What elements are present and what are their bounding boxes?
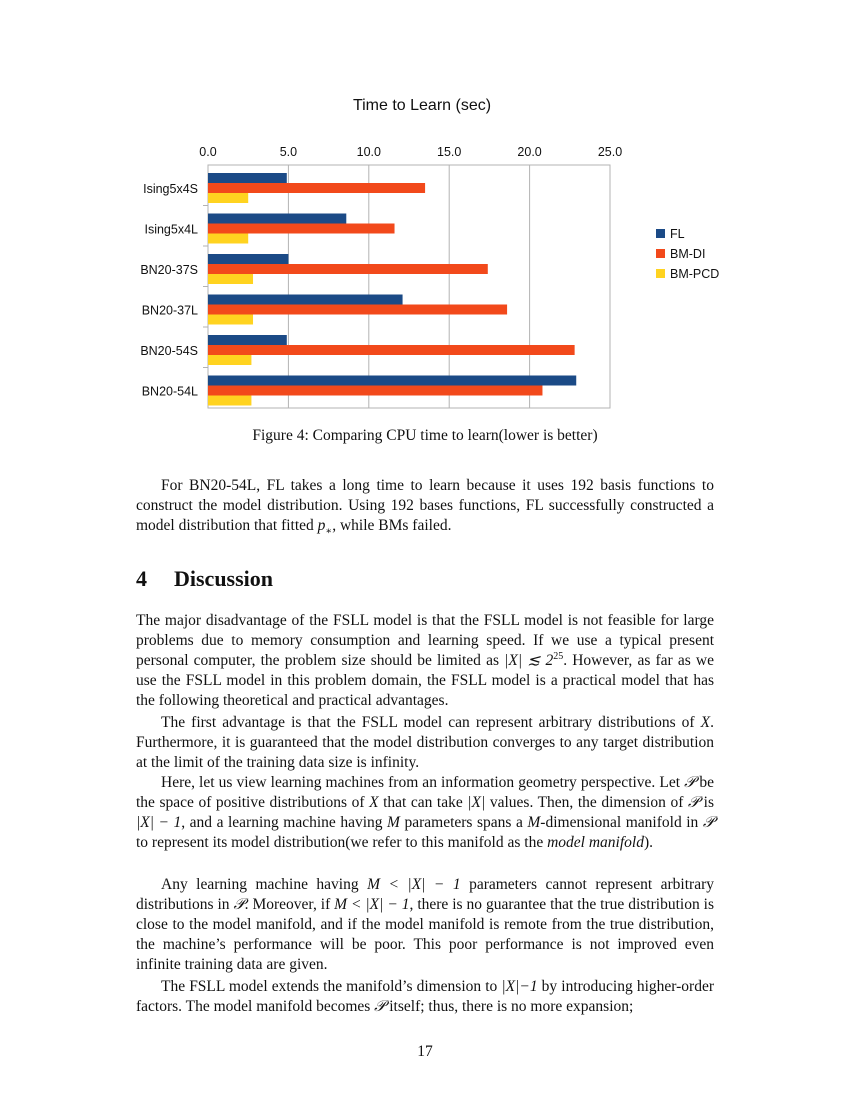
section-title: Discussion [174, 566, 274, 591]
legend-label: BM-PCD [670, 267, 720, 281]
category-label: Ising5x4S [143, 182, 198, 196]
section-heading [136, 566, 273, 592]
x-tick-label: 0.0 [199, 145, 217, 159]
category-label: Ising5x4L [144, 222, 198, 237]
bar-bm-pcd [208, 274, 253, 284]
bar-fl [208, 254, 288, 264]
bar-fl [208, 214, 346, 224]
category-label: BN20-37S [140, 263, 198, 277]
bar-fl [208, 335, 287, 345]
bar-bm-pcd [208, 355, 251, 365]
bar-bm-di [208, 305, 507, 315]
bar-fl [208, 295, 403, 305]
legend-label: BM-DI [670, 247, 706, 261]
discussion-paragraph-5: The FSLL model extends the manifold’s dimension to |X|−1 by introducing higher-order factors. The model manifold becomes 𝒫 itself; thus, there is no more expansion; [136, 978, 714, 1015]
x-tick-label: 15.0 [437, 145, 462, 159]
page-number: 17 [417, 1043, 433, 1060]
category-label: BN20-54S [140, 344, 198, 358]
x-tick-label: 10.0 [356, 145, 381, 159]
x-tick-label: 5.0 [279, 145, 298, 159]
plot-frame [208, 165, 610, 408]
figure-caption: Figure 4: Comparing CPU time to learn(lower is better) [252, 427, 598, 444]
bar-fl [208, 376, 576, 386]
chart-title: Time to Learn (sec) [352, 97, 492, 114]
legend-swatch [656, 249, 665, 258]
discussion-paragraph-3: Here, let us view learning machines from an information geometry perspective. Let 𝒫 be the space of positive distributions of X that can take |X| values. Then, the dimension of 𝒫 is |X| − 1, and a learning machine having M parameters spans a M-dimensional manifold in 𝒫 to represent its model distribution(we refer to this manifold as the model manifold). [136, 774, 715, 851]
discussion-paragraph-1: The major disadvantage of the FSLL model is that the FSLL model is not feasible for large problems due to memory consumption and learning speed. If we use a typical present personal computer, the problem size should be limited as |X| ≲ $2^{25}$. However, as far as we use the FSLL model in this problem domain, the FSLL model is a practical model that has the following theoretical and practical advantages. [136, 612, 715, 709]
bar-bm-di [208, 386, 542, 396]
bar-bm-di [208, 345, 575, 355]
legend-swatch [656, 269, 665, 278]
section-number: 4 [136, 566, 147, 591]
x-tick-label: 20.0 [517, 145, 542, 159]
bar-bm-di [208, 264, 488, 274]
bar-fl [208, 173, 287, 183]
bar-bm-di [208, 224, 395, 234]
category-label: BN20-54L [141, 384, 198, 399]
discussion-paragraph-2: The first advantage is that the FSLL model can represent arbitrary distributions of X. Furthermore, it is guaranteed that the model distribution converges to any target distribution at the limit of the training data size is infinity. [136, 714, 714, 771]
legend-swatch [656, 229, 665, 238]
intro-paragraph: For BN20-54L, FL takes a long time to learn because it uses 192 basis functions to construct the model distribution. Using 192 bases functions, FL successfully constructed a model distribution that fitted $p_∗$, while BMs failed. [136, 477, 714, 538]
bar-chart [0, 0, 850, 430]
x-tick-label: 25.0 [597, 145, 623, 159]
bar-bm-di [208, 183, 425, 193]
bar-bm-pcd [208, 193, 248, 203]
bar-bm-pcd [208, 234, 248, 244]
category-label: BN20-37L [141, 303, 198, 318]
legend-label: FL [670, 227, 685, 241]
bar-bm-pcd [208, 396, 251, 406]
bar-bm-pcd [208, 315, 253, 325]
discussion-paragraph-4: Any learning machine having M < |X| − 1 parameters cannot represent arbitrary distributions in 𝒫. Moreover, if M < |X| − 1, there is no guarantee that the true distribution is close to the model manifold, and if the model manifold is remote from the true distribution, the machine’s performance will be poor. This poor performance is not improved even infinite training data are given. [136, 876, 714, 973]
